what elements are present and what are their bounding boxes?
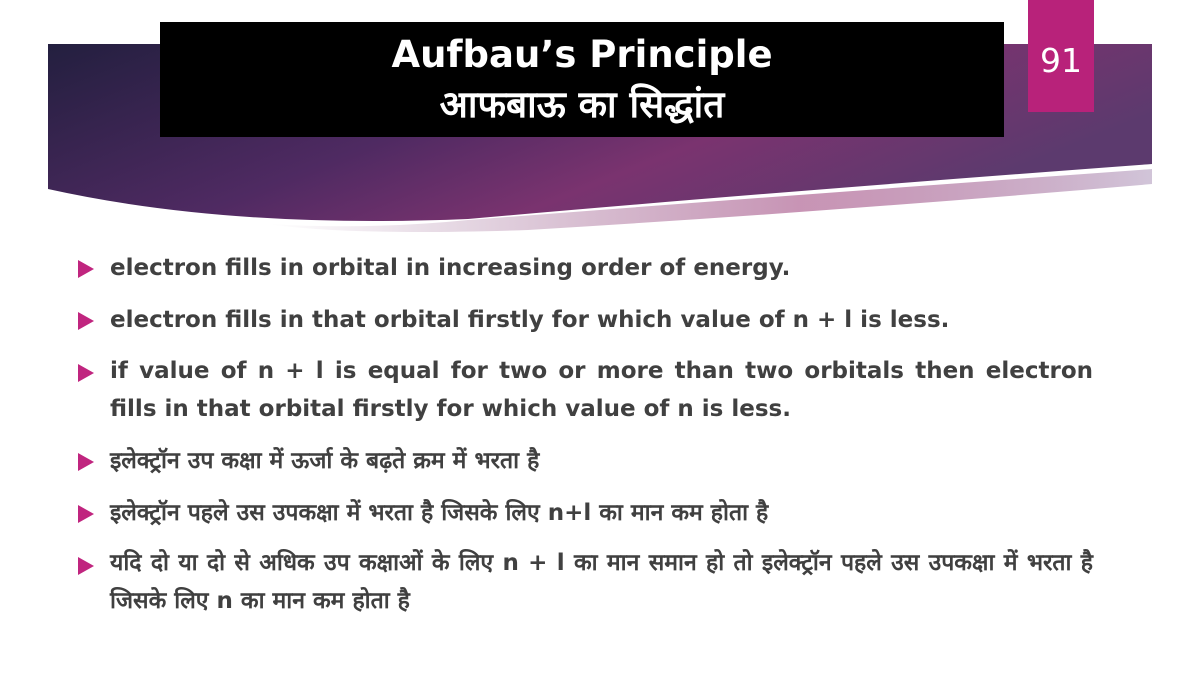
- slide-title-english: Aufbau’s Principle: [391, 33, 773, 76]
- bullet-text: इलेक्ट्रॉन उप कक्षा में ऊर्जा के बढ़ते क्रम में भरता है: [110, 448, 540, 474]
- bullet-item: [78, 300, 1093, 340]
- bullet-list: [78, 248, 1093, 630]
- bullet-arrow-icon: [78, 453, 94, 471]
- bullet-text: electron fills in that orbital firstly for which value of n + l is less.: [110, 307, 950, 333]
- bullet-text: यदि दो या दो से अधिक उप कक्षाओं के लिए n + l का मान समान हो तो इलेक्ट्रॉन पहले उस उपकक्षा में भरता है जिसके लिए n का मान कम होता है: [110, 550, 1093, 614]
- bullet-arrow-icon: [78, 312, 94, 330]
- bullet-item: [78, 352, 1093, 428]
- bullet-text: electron fills in orbital in increasing order of energy.: [110, 255, 791, 281]
- bullet-arrow-icon: [78, 505, 94, 523]
- bullet-text: इलेक्ट्रॉन पहले उस उपकक्षा में भरता है जिसके लिए n+l का मान कम होता है: [110, 500, 769, 526]
- page-number: 91: [1040, 40, 1082, 80]
- bullet-item: [78, 248, 1093, 288]
- bullet-arrow-icon: [78, 260, 94, 278]
- bullet-item: [78, 440, 1093, 482]
- slide-title-hindi: आफबाऊ का सिद्धांत: [439, 83, 725, 126]
- bullet-arrow-icon: [78, 364, 94, 382]
- bullet-item: [78, 544, 1093, 620]
- page-number-badge: [1028, 0, 1094, 112]
- bullet-arrow-icon: [78, 557, 94, 575]
- bullet-item: [78, 492, 1093, 534]
- slide-title-box: [160, 22, 1004, 137]
- bullet-text: if value of n + l is equal for two or more than two orbitals then electron fills in that orbital firstly for which value of n is less.: [110, 358, 1093, 422]
